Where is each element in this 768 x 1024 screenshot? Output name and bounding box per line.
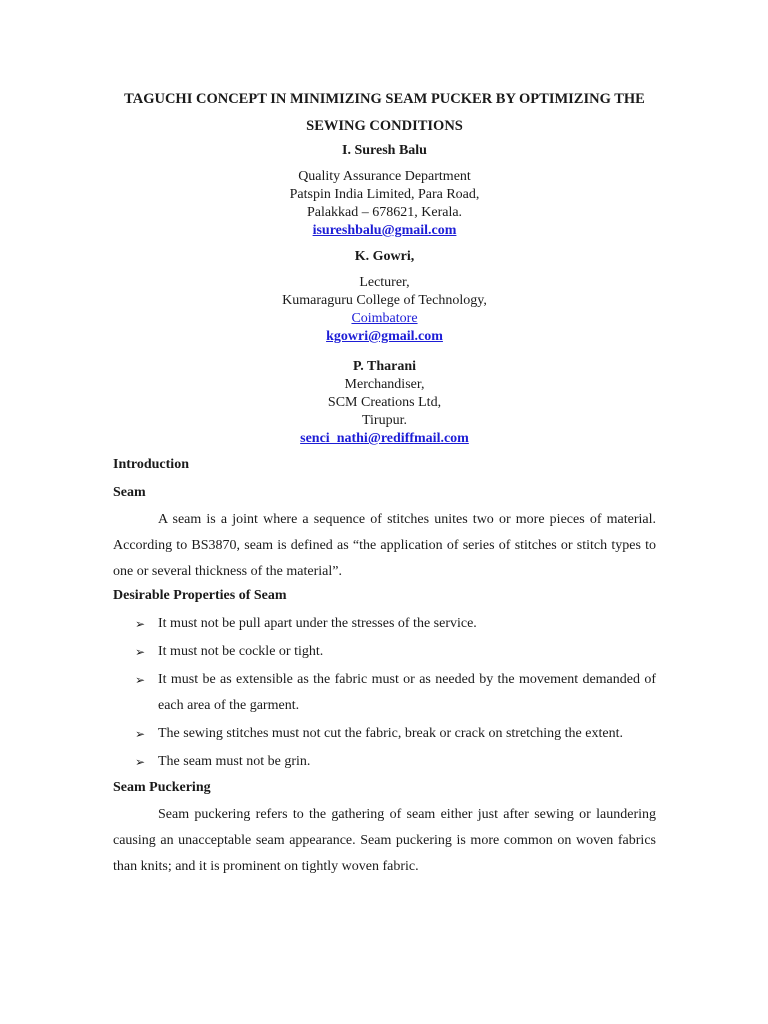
list-item: ➢ It must be as extensible as the fabric must or as needed by the movement demanded of each area of the garment. (113, 667, 656, 719)
seam-paragraph: A seam is a joint where a sequence of stitches unites two or more pieces of material. According to BS3870, seam is defined as “the application of series of stitches or stitch types to one or several thickness of the material”. (113, 512, 656, 579)
list-item: ➢ The seam must not be grin. (113, 749, 656, 775)
list-item: ➢ It must not be cockle or tight. (113, 639, 656, 665)
list-item: ➢ The sewing stitches must not cut the fabric, break or crack on stretching the extent. (113, 721, 656, 747)
affiliation-line: Merchandiser, (344, 377, 425, 392)
arrow-bullet-icon: ➢ (135, 645, 146, 659)
affiliation-line: Kumaraguru College of Technology, (282, 293, 487, 308)
arrow-bullet-icon: ➢ (135, 673, 146, 687)
seam-puckering-paragraph: Seam puckering refers to the gathering of seam either just after sewing or laundering causing an unacceptable seam appearance. Seam puckering is more common on woven fabrics than knits; and it is prominent on tightly woven fabric. (113, 807, 656, 874)
author-email-link[interactable]: kgowri@gmail.com (326, 329, 443, 344)
title-line-1: TAGUCHI CONCEPT IN MINIMIZING SEAM PUCKER BY OPTIMIZING THE (124, 91, 645, 107)
desirable-properties-heading: Desirable Properties of Seam (113, 588, 287, 603)
affiliation-line: SCM Creations Ltd, (327, 395, 442, 410)
title-line-2: SEWING CONDITIONS (306, 118, 463, 134)
introduction-heading: Introduction (113, 457, 189, 472)
author-name: P. Tharani (352, 359, 417, 374)
arrow-bullet-icon: ➢ (135, 617, 146, 631)
author-email-link[interactable]: senci_nathi@rediffmail.com (300, 431, 469, 446)
affiliation-line: Patspin India Limited, Para Road, (289, 187, 480, 202)
seam-heading: Seam (113, 485, 146, 500)
seam-puckering-heading: Seam Puckering (113, 780, 211, 795)
location-link[interactable]: Coimbatore (351, 311, 418, 326)
arrow-bullet-icon: ➢ (135, 755, 146, 769)
author-block-1 (113, 142, 656, 240)
affiliation-line: Quality Assurance Department (298, 169, 471, 184)
author-name: I. Suresh Balu (342, 143, 427, 158)
author-email-link[interactable]: isureshbalu@gmail.com (312, 223, 457, 238)
author-block-2 (113, 248, 656, 346)
paper-title (113, 86, 656, 140)
arrow-bullet-icon: ➢ (135, 727, 146, 741)
author-name: K. Gowri, (354, 249, 415, 264)
affiliation-line: Palakkad – 678621, Kerala. (306, 205, 463, 220)
affiliation-line: Lecturer, (359, 275, 410, 290)
affiliation-line: Tirupur. (361, 413, 407, 428)
properties-list (113, 611, 656, 775)
paper-page (113, 86, 656, 880)
list-item: ➢ It must not be pull apart under the stresses of the service. (113, 611, 656, 637)
author-block-3 (113, 358, 656, 448)
